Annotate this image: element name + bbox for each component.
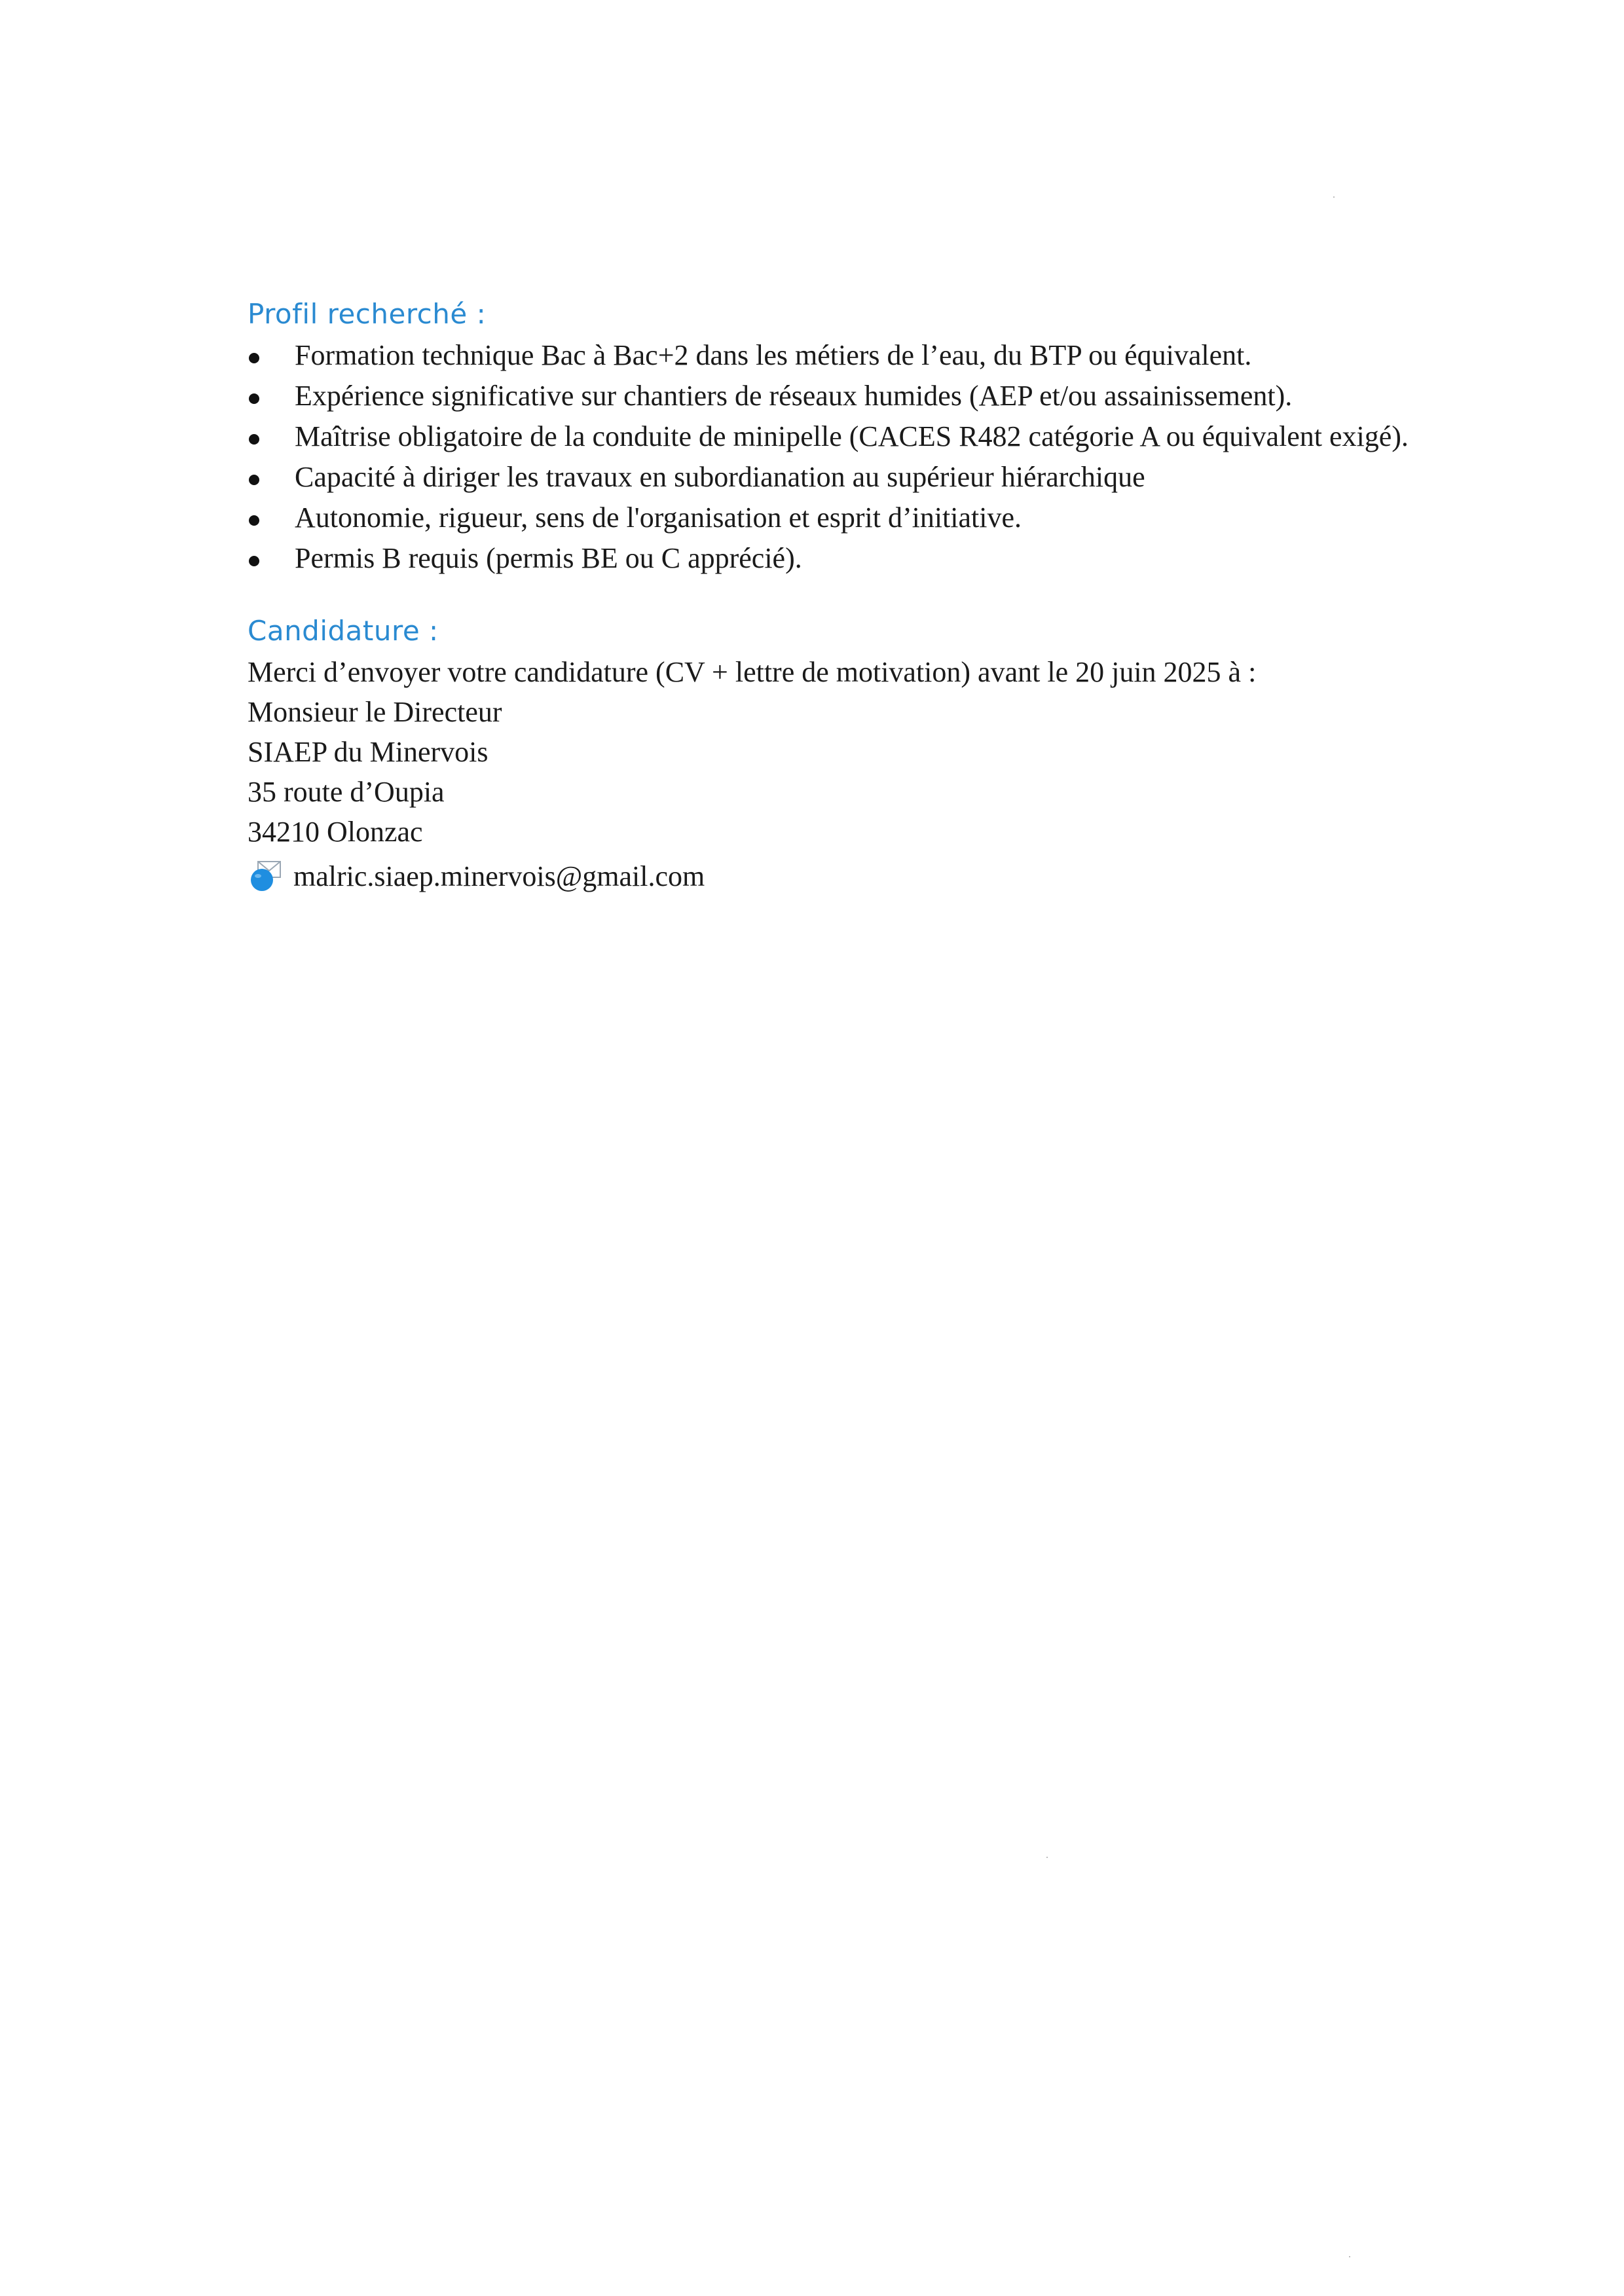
candidature-intro: Merci d’envoyer votre candidature (CV + lettre de motivation) avant le 20 juin 2025 à :: [248, 656, 1257, 688]
list-item: [248, 416, 1426, 457]
street-line: 35 route d’Oupia: [248, 776, 445, 808]
list-item: [248, 335, 1426, 376]
list-item: [248, 538, 1426, 579]
scan-speck: [1333, 196, 1335, 198]
scan-speck: [1046, 1857, 1048, 1858]
profil-heading: Profil recherché :: [248, 298, 487, 330]
recipient-line: Monsieur le Directeur: [248, 696, 502, 728]
list-item-text: Expérience significative sur chantiers de réseaux humides (AEP et/ou assainissement).: [295, 380, 1293, 412]
candidature-heading: Candidature :: [248, 615, 439, 647]
list-item-text: Maîtrise obligatoire de la conduite de minipelle (CACES R482 catégorie A ou équivalent exigé).: [295, 420, 1409, 452]
organisation-line: SIAEP du Minervois: [248, 736, 489, 768]
scan-speck: [1349, 2256, 1350, 2257]
list-item-text: Permis B requis (permis BE ou C apprécié).: [295, 542, 802, 574]
bullet-icon: [249, 393, 259, 404]
bullet-icon: [249, 556, 259, 566]
email-link[interactable]: malric.siaep.minervois@gmail.com: [293, 860, 705, 892]
list-item: [248, 376, 1426, 416]
email-contact: [248, 854, 1426, 898]
job-offer-content: [248, 293, 1426, 898]
bullet-icon: [249, 475, 259, 485]
list-item-text: Capacité à diriger les travaux en subordianation au supérieur hiérarchique: [295, 461, 1145, 493]
list-item: [248, 498, 1426, 538]
bullet-icon: [249, 434, 259, 445]
profil-list: [248, 335, 1426, 579]
envelope-globe-icon: [249, 859, 283, 893]
list-item: [248, 457, 1426, 498]
list-item-text: Autonomie, rigueur, sens de l'organisation et esprit d’initiative.: [295, 501, 1022, 534]
bullet-icon: [249, 515, 259, 526]
bullet-icon: [249, 353, 259, 363]
list-item-text: Formation technique Bac à Bac+2 dans les métiers de l’eau, du BTP ou équivalent.: [295, 339, 1252, 371]
city-line: 34210 Olonzac: [248, 816, 423, 848]
